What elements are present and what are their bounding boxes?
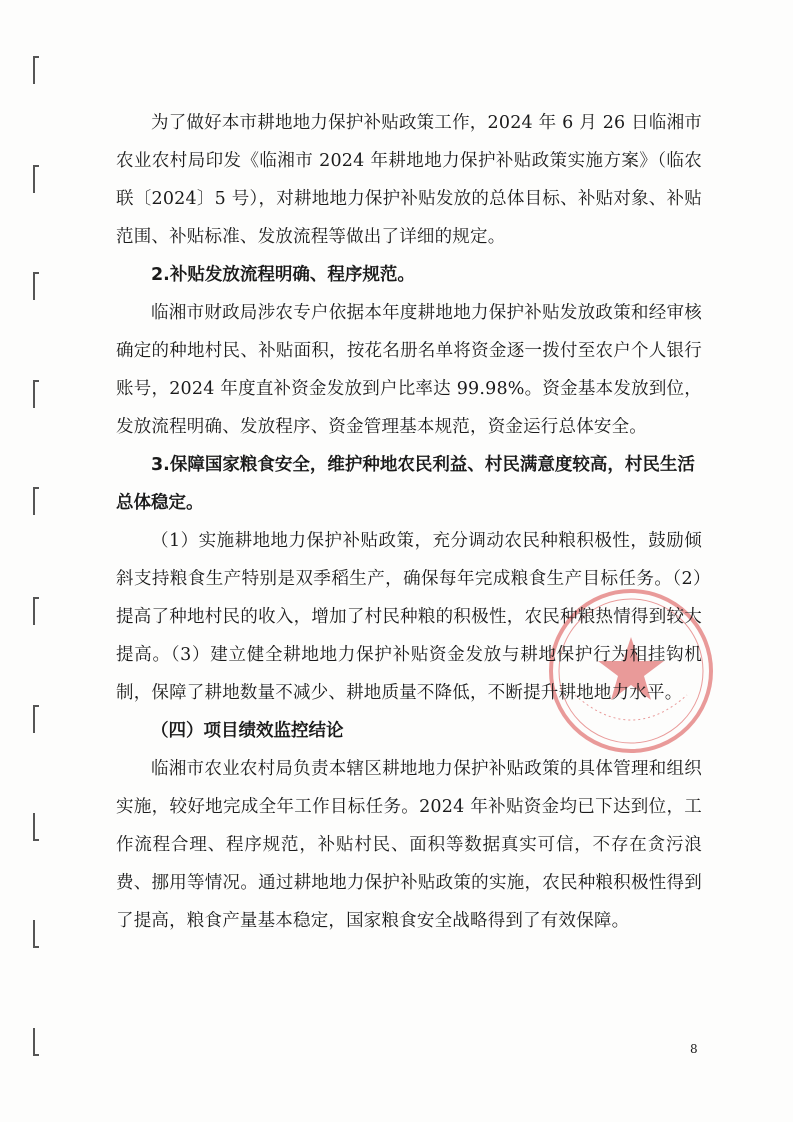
heading-food-security: 3.保障国家粮食安全，维护种地农民利益、村民满意度较高，村民生活总体稳定。 xyxy=(116,455,695,513)
paragraph-food-security: （1）实施耕地地力保护补贴政策，充分调动农民种粮积极性，鼓励倾斜支持粮食生产特别是双季稻生产，确保每年完成粮食生产目标任务。（2）提高了种地村民的收入，增加了村民种粮的积极性，农民种粮热情得到较大提高。（3）建立健全耕地地力保护补贴资金发放与耕地保护行为相挂钩机制，保障了耕地数量不减少、耕地质量不降低，不断提升耕地地力水平。 xyxy=(116,531,702,703)
binding-mark xyxy=(33,597,39,625)
binding-mark xyxy=(33,56,39,84)
heading-monitoring-conclusion: （四）项目绩效监控结论 xyxy=(151,721,344,741)
paragraph-monitoring-conclusion: 临湘市农业农村局负责本辖区耕地地力保护补贴政策的具体管理和组织实施，较好地完成全年工作目标任务。2024 年补贴资金均已下达到位，工作流程合理、程序规范，补贴村民、面积等数据真实可信，不存在贪污浪费、挪用等情况。通过耕地地力保护补贴政策的实施，农民种粮积极性得到了提高，粮食产量基本稳定，国家粮食安全战略得到了有效保障。 xyxy=(116,759,702,931)
binding-mark xyxy=(33,920,39,948)
binding-mark xyxy=(33,272,39,300)
heading-subsidy-process: 2.补贴发放流程明确、程序规范。 xyxy=(151,265,415,285)
binding-mark xyxy=(33,813,39,841)
paragraph-intro: 为了做好本市耕地地力保护补贴政策工作，2024 年 6 月 26 日临湘市农业农村局印发《临湘市 2024 年耕地地力保护补贴政策实施方案》（临农联〔2024〕5 号），对耕地地力保护补贴发放的总体目标、补贴对象、补贴范围、补贴标准、发放流程等做出了详细的规定。 xyxy=(116,113,702,247)
binding-mark xyxy=(33,705,39,733)
binding-mark xyxy=(33,1028,39,1056)
paragraph-subsidy-process: 临湘市财政局涉农专户依据本年度耕地地力保护补贴发放政策和经审核确定的种地村民、补贴面积，按花名册名单将资金逐一拨付至农户个人银行账号，2024 年度直补资金发放到户比率达 99.98%。资金基本发放到位，发放流程明确、发放程序、资金管理基本规范，资金运行总体安全。 xyxy=(116,303,702,437)
binding-mark xyxy=(33,165,39,193)
document-body xyxy=(116,104,702,940)
binding-mark xyxy=(33,380,39,408)
page-number: 8 xyxy=(690,1042,698,1056)
binding-mark xyxy=(33,487,39,515)
